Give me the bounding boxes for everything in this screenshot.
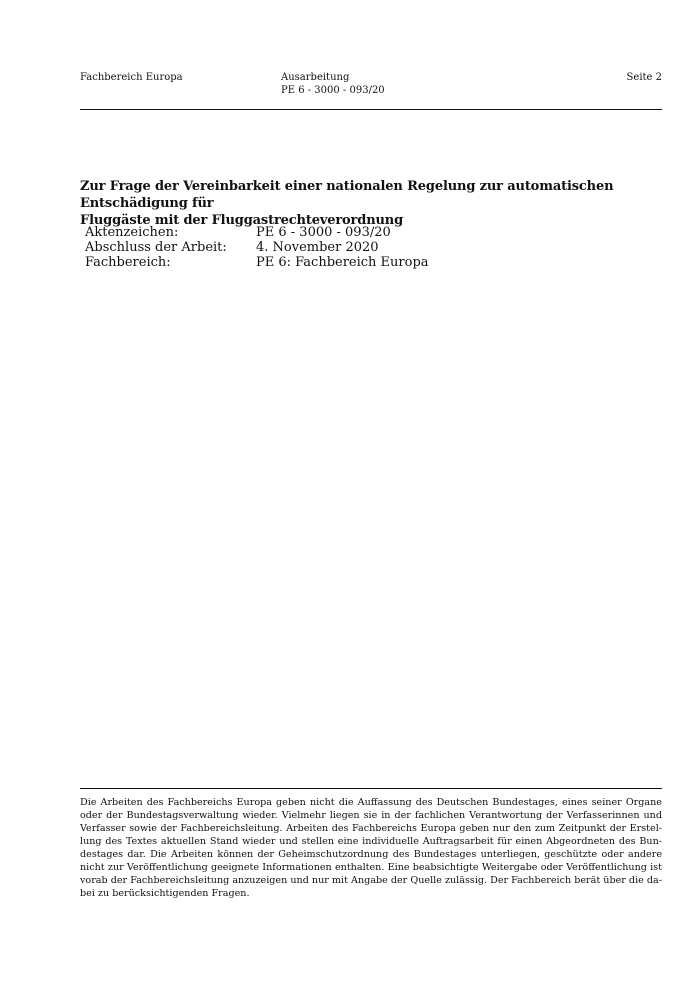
metadata-key: Abschluss der Arbeit:: [85, 240, 227, 255]
header-department: Fachbereich Europa: [80, 72, 183, 83]
page-header: [80, 70, 662, 110]
disclaimer-line: oder der Bundestagsverwaltung wieder. Vielmehr liegen sie in der fachlichen Verantwortung der Verfasserinnen und: [80, 810, 662, 821]
metadata-value: PE 6 - 3000 - 093/20: [256, 225, 391, 240]
disclaimer-line: vorab der Fachbereichsleitung anzuzeigen und nur mit Angabe der Quelle zulässig. Der Fachbereich berät über die da-: [80, 875, 662, 886]
metadata-key: Fachbereich:: [85, 255, 171, 270]
disclaimer-line: Die Arbeiten des Fachbereichs Europa geben nicht die Auffassung des Deutschen Bundestages, eines seiner Organe: [80, 797, 662, 808]
disclaimer-line: destages dar. Die Arbeiten können der Geheimschutzordnung des Bundestages unterliegen, geschützte oder andere: [80, 849, 662, 860]
header-divider: [80, 109, 662, 110]
header-document-info: [281, 71, 385, 97]
disclaimer-line: bei zu berücksichtigenden Fragen.: [80, 888, 250, 899]
disclaimer-line: Verfasser sowie der Fachbereichsleitung. Arbeiten des Fachbereichs Europa geben nur den zum Zeitpunkt der Erstel-: [80, 823, 662, 834]
header-page-number: Seite 2: [626, 72, 662, 83]
footer-divider: [80, 788, 662, 789]
header-doc-ref: PE 6 - 3000 - 093/20: [281, 85, 385, 96]
metadata-value: 4. November 2020: [256, 240, 379, 255]
disclaimer-line: lung des Textes aktuellen Stand wieder und stellen eine individuelle Auftragsarbeit für einen Abgeordneten des Bun-: [80, 836, 662, 847]
document-title: [80, 178, 665, 229]
header-doc-type: Ausarbeitung: [281, 72, 350, 83]
metadata-value: PE 6: Fachbereich Europa: [256, 255, 429, 270]
disclaimer-line: nicht zur Veröffentlichung geeignete Informationen enthalten. Eine beabsichtigte Weitergabe oder Veröffentlichung ist: [80, 862, 662, 873]
metadata-key: Aktenzeichen:: [85, 225, 179, 240]
title-line: Zur Frage der Vereinbarkeit einer nationalen Regelung zur automatischen Entschädigung für: [80, 179, 614, 211]
title-line: Fluggäste mit der Fluggastrechteverordnung: [80, 213, 404, 228]
disclaimer-text: [80, 796, 662, 900]
